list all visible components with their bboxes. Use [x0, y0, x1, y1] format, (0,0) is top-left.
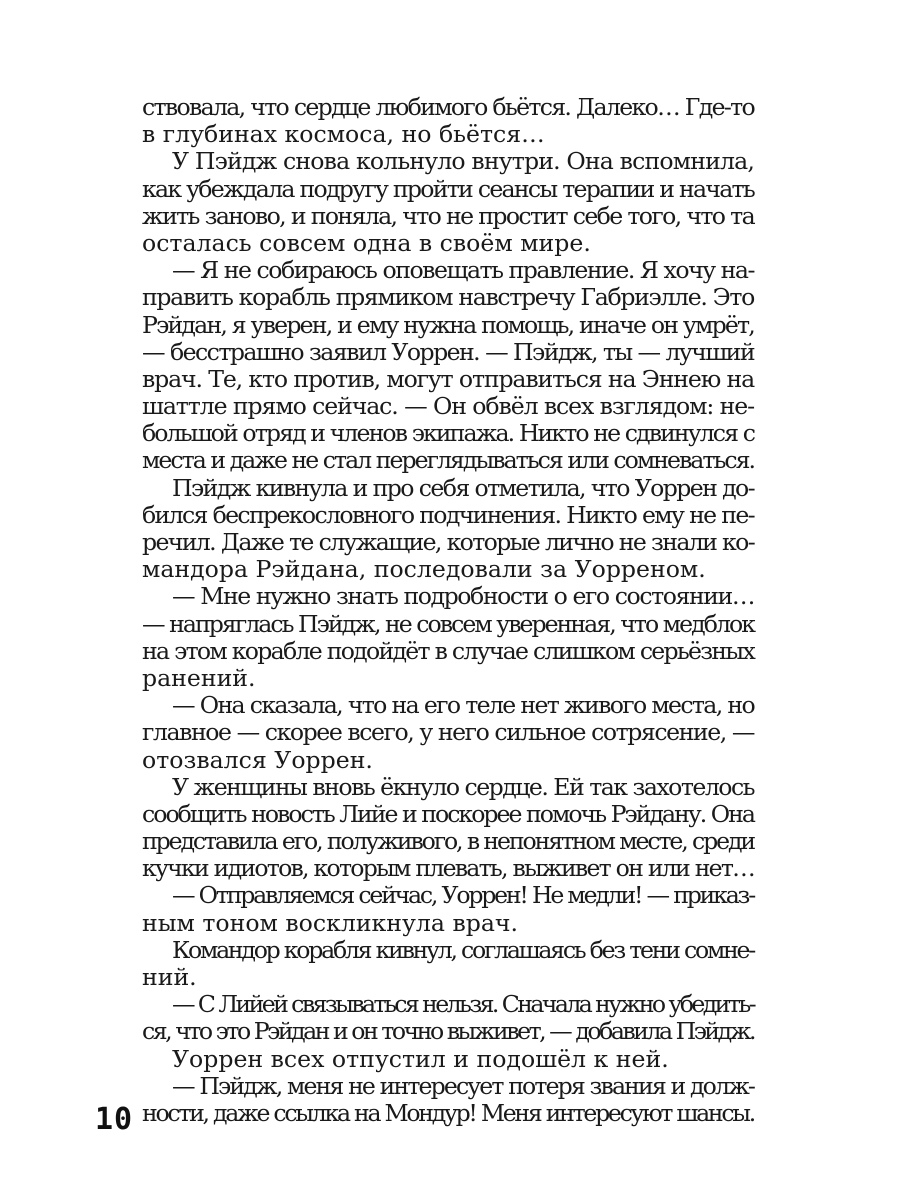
text-line: главное — скорее всего, у него сильное сотрясение, —: [142, 718, 754, 747]
text-line: ранений.: [142, 663, 256, 692]
text-line: речил. Даже те служащие, которые лично не знали ко-: [142, 528, 755, 556]
text-line: — бесстрашно заявил Уоррен. — Пэйдж, ты — лучший: [142, 337, 754, 366]
text-line: шаттле прямо сейчас. — Он обвёл всех взглядом: не-: [142, 392, 755, 421]
text-line: отозвался Уоррен.: [142, 745, 373, 774]
text-line: ности, даже ссылка на Мондур! Меня интересуют шансы.: [142, 1098, 754, 1127]
text-line: места и даже не стал переглядываться или сомневаться.: [142, 446, 755, 475]
text-line: на этом корабле подойдёт в случае слишком серьёзных: [142, 636, 755, 665]
text-line: врач. Те, кто против, могут отправиться на Эннею на: [142, 364, 755, 393]
text-line: — Мне нужно знать подробности о его состоянии…: [172, 582, 754, 611]
text-line: представила его, полуживого, в непонятном месте, среди: [142, 827, 755, 856]
text-line: осталась совсем одна в своём мире.: [142, 228, 591, 257]
text-line: Рэйдан, я уверен, и ему нужна помощь, иначе он умрёт,: [142, 310, 755, 339]
text-line: кучки идиотов, которым плевать, выживет он или нет…: [142, 854, 755, 883]
text-line: — напряглась Пэйдж, не совсем уверенная, что медблок: [142, 609, 754, 638]
text-line: — Пэйдж, меня не интересует потеря звания и долж-: [172, 1071, 755, 1100]
text-line: большой отряд и членов экипажа. Никто не сдвинулся с: [142, 419, 755, 448]
text-line: — Отправляемся сейчас, Уоррен! Не медли! — приказ-: [172, 881, 754, 910]
text-line: сообщить новость Лийе и поскорее помочь Рэйдану. Она: [142, 799, 754, 828]
text-line: как убеждала подругу пройти сеансы терапии и начать: [142, 174, 755, 203]
text-line: ствовала, что сердце любимого бьётся. Далеко… Где-то: [142, 93, 755, 121]
text-line: ний.: [142, 963, 197, 991]
text-line: У Пэйдж снова кольнуло внутри. Она вспомнила,: [172, 147, 754, 176]
text-line: жить заново, и поняла, что не простит себе того, что та: [142, 201, 755, 230]
text-line: править корабль прямиком навстречу Габриэлле. Это: [142, 283, 755, 312]
text-line: — Она сказала, что на его теле нет живого места, но: [172, 691, 754, 720]
text-line: — Я не собираюсь оповещать правление. Я хочу на-: [172, 256, 754, 285]
text-line: мандора Рэйдана, последовали за Уорреном.: [142, 555, 706, 584]
text-line: Уоррен всех отпустил и подошёл к ней.: [172, 1044, 669, 1073]
text-line: У женщины вновь ёкнуло сердце. Ей так захотелось: [172, 772, 754, 801]
body-text: [142, 94, 754, 1127]
text-line: — С Лийей связываться нельзя. Сначала нужно убедить-: [172, 990, 754, 1019]
text-line: бился беспрекословного подчинения. Никто ему не пе-: [142, 500, 754, 529]
page-number: 10: [95, 1102, 134, 1137]
text-line: Командор корабля кивнул, соглашаясь без тени сомне-: [172, 935, 755, 964]
text-line: в глубинах космоса, но бьётся…: [142, 120, 545, 149]
text-line: ся, что это Рэйдан и он точно выживет, — добавила Пэйдж.: [142, 1017, 754, 1046]
text-line: Пэйдж кивнула и про себя отметила, что Уоррен до-: [172, 473, 755, 502]
text-line: ным тоном воскликнула врач.: [142, 908, 519, 937]
